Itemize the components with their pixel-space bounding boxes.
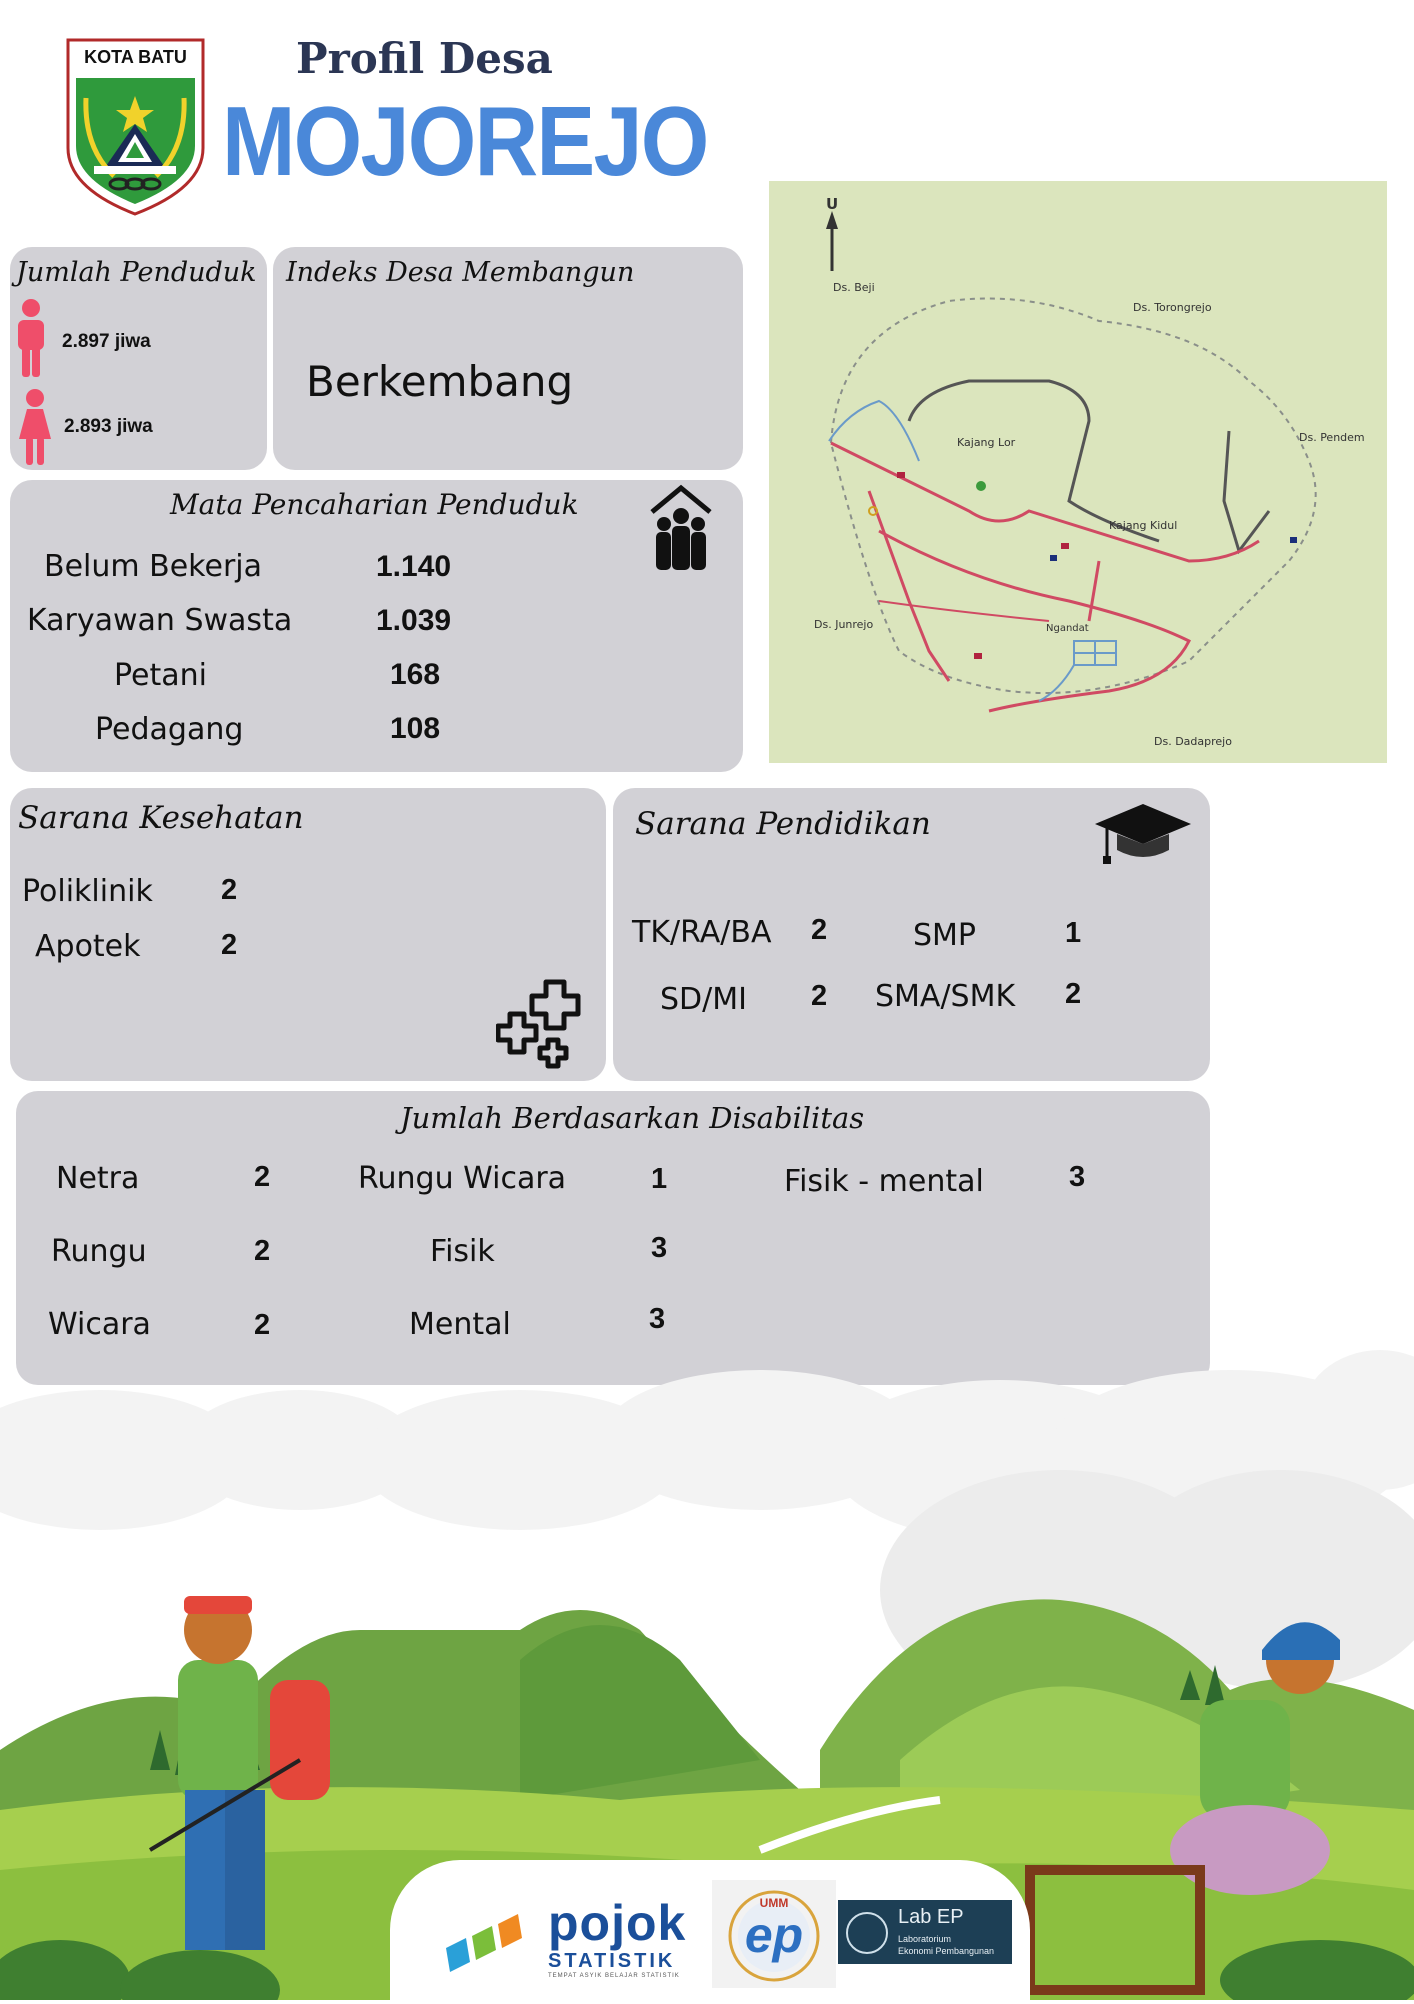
map-label-pendem: Ds. Pendem	[1299, 431, 1365, 444]
penduduk-card	[10, 247, 267, 470]
map-label-kajang-lor: Kajang Lor	[957, 436, 1016, 449]
disabilitas-title: Jumlah Berdasarkan Disabilitas	[400, 1101, 865, 1135]
disabilitas-value-5: 3	[649, 1303, 666, 1335]
disabilitas-label-4: Fisik	[430, 1234, 495, 1269]
male-count: 2.897 jiwa	[62, 331, 151, 352]
pendidikan-value-3: 2	[1065, 978, 1082, 1010]
pendidikan-label-3: SMA/SMK	[875, 979, 1016, 1014]
disabilitas-value-2: 2	[254, 1309, 271, 1341]
female-count: 2.893 jiwa	[64, 416, 153, 437]
pendidikan-value-1: 2	[811, 980, 828, 1012]
kesehatan-value-1: 2	[221, 929, 238, 961]
disabilitas-value-4: 3	[651, 1232, 668, 1264]
disabilitas-label-0: Netra	[56, 1161, 140, 1196]
map-label-ngandat: Ngandat	[1046, 623, 1089, 634]
female-icon	[18, 389, 52, 469]
health-cross-icon	[496, 976, 592, 1076]
graduation-cap-icon	[1093, 802, 1193, 870]
pencaharian-label-0: Belum Bekerja	[44, 549, 262, 584]
kesehatan-title: Sarana Kesehatan	[18, 800, 304, 836]
lab-ep-logo	[838, 1900, 1012, 1964]
village-map	[769, 181, 1387, 763]
ep-text: ep	[744, 1907, 804, 1963]
disabilitas-value-0: 2	[254, 1161, 271, 1193]
disabilitas-label-3: Rungu Wicara	[358, 1161, 567, 1196]
disabilitas-label-5: Mental	[409, 1307, 511, 1342]
pojok-word: pojok	[548, 1895, 687, 1951]
penduduk-title: Jumlah Penduduk	[16, 257, 257, 288]
map-north-label: U	[826, 195, 839, 213]
pencaharian-label-1: Karyawan Swasta	[27, 603, 293, 638]
pendidikan-value-2: 1	[1065, 917, 1082, 949]
lab-ep-line2: Ekonomi Pembangunan	[898, 1946, 995, 1956]
pencaharian-label-3: Pedagang	[95, 712, 244, 747]
idm-card	[273, 247, 743, 470]
community-house-icon	[648, 482, 714, 582]
pojok-statistik-logo	[548, 1896, 706, 1988]
lab-ep-short: Lab EP	[898, 1906, 964, 1928]
pojok-tagline: TEMPAT ASYIK BELAJAR STATISTIK	[548, 1973, 680, 1979]
umm-ep-logo	[712, 1880, 836, 1988]
pencaharian-value-3: 108	[390, 712, 441, 745]
pendidikan-label-2: SMP	[913, 918, 977, 953]
pendidikan-card	[613, 788, 1210, 1081]
pencaharian-value-0: 1.140	[376, 550, 452, 583]
idm-title: Indeks Desa Membangun	[286, 257, 635, 288]
pendidikan-label-1: SD/MI	[660, 982, 747, 1017]
disabilitas-value-6: 3	[1069, 1161, 1086, 1193]
city-emblem	[64, 38, 207, 216]
pencaharian-card	[10, 480, 743, 772]
map-label-junrejo: Ds. Junrejo	[814, 618, 874, 631]
pojok-sub: STATISTIK	[548, 1950, 676, 1972]
lab-ep-seal-icon	[846, 1912, 888, 1954]
disabilitas-value-3: 1	[651, 1163, 668, 1195]
pencaharian-value-2: 168	[390, 658, 441, 691]
disabilitas-label-2: Wicara	[48, 1307, 151, 1342]
bps-logo	[436, 1908, 524, 1980]
disabilitas-value-1: 2	[254, 1235, 271, 1267]
map-label-beji: Ds. Beji	[833, 281, 875, 294]
disabilitas-label-6: Fisik - mental	[784, 1164, 984, 1199]
page-title: MOJOREJO	[222, 86, 708, 196]
kesehatan-card	[10, 788, 606, 1081]
disabilitas-label-1: Rungu	[51, 1234, 147, 1269]
male-icon	[16, 299, 46, 381]
pencaharian-value-1: 1.039	[376, 604, 452, 637]
pencaharian-title: Mata Pencaharian Penduduk	[170, 488, 579, 521]
kesehatan-value-0: 2	[221, 874, 238, 906]
pendidikan-title: Sarana Pendidikan	[635, 806, 931, 842]
idm-value: Berkembang	[306, 357, 574, 406]
umm-text: UMM	[759, 1896, 789, 1910]
kesehatan-label-0: Poliklinik	[22, 874, 153, 909]
page-subtitle: Profil Desa	[296, 34, 553, 83]
map-label-torongrejo: Ds. Torongrejo	[1133, 301, 1212, 314]
pendidikan-value-0: 2	[811, 914, 828, 946]
map-label-kajang-kidul: Kajang Kidul	[1109, 519, 1178, 532]
map-label-dadaprejo: Ds. Dadaprejo	[1154, 735, 1232, 748]
kesehatan-label-1: Apotek	[35, 929, 141, 964]
pendidikan-label-0: TK/RA/BA	[632, 915, 772, 950]
lab-ep-line1: Laboratorium	[898, 1934, 952, 1944]
pencaharian-label-2: Petani	[114, 658, 207, 693]
emblem-label: KOTA BATU	[84, 47, 187, 67]
